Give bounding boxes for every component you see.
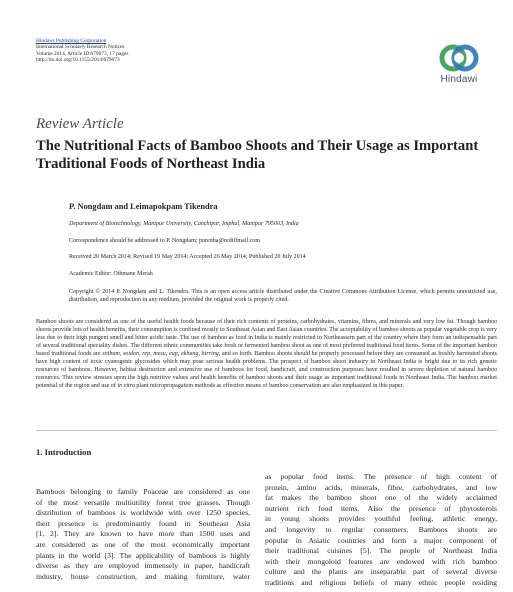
logo-text: Hindawi — [440, 74, 478, 85]
abstract-part-2: and so forth. Bamboo shoots should be properly processed before they are consumed as freshly harvested shoots have high content of toxic cyanogenic glycosides which may pose serious health problems. The prospect of bamboo shoot industry in Northeast India is bright due to its rich genetic resources of bamboos. However, habitat destruction and extensive use of bamboos for food, handicraft, and construction purposes have resulted in severe depletion of natural bamboo resources. This review stresses upon the high nutritive values and health benefits of bamboo shoots and their usage as important traditional foods in Northeast India. The bamboo market potential of the region and use of — [36, 351, 497, 389]
volume-info: Volume 2014, Article ID 679073, 17 pages — [36, 50, 129, 57]
text-line: with their mongoloid features are endowed with rich bamboo — [265, 556, 497, 566]
abstract-food-names: soibum, soidon, rep, mesu, eup, ekhung, hirring, — [102, 351, 221, 357]
section-heading-introduction: 1. Introduction — [36, 447, 92, 457]
copyright-notice: Copyright © 2014 P. Nongdam and L. Tikendra. This is an open access article distributed under the Creative Commons Attribution License, which permits unrestricted use, distribution, and reproduction in any medium, provided the original work is properly cited. — [69, 289, 497, 304]
authors: P. Nongdam and Leimapokpam Tikendra — [69, 202, 218, 211]
journal-header — [36, 38, 128, 63]
intro-left-column — [36, 487, 250, 582]
text-line: their presence is predominantly found in Southeast Asia — [36, 518, 250, 528]
abstract — [36, 318, 497, 390]
article-title: The Nutritional Facts of Bamboo Shoots and Their Usage as Important Traditional Foods of Northeast India — [36, 138, 479, 172]
abstract-in-vitro: in vitro — [117, 383, 135, 389]
text-line: [1, 2]. They are known to have more than 1500 uses and — [36, 529, 250, 539]
publisher-link[interactable]: Hindawi Publishing Corporation — [36, 38, 107, 44]
publication-dates: Received 20 March 2014; Revised 19 May 2014; Accepted 26 May 2014; Published 20 July 2014 — [69, 254, 306, 260]
journal-name: International Scholarly Research Notices — [36, 44, 125, 51]
text-line: traditions and religious beliefs of many ethnic people residing — [265, 577, 497, 587]
text-line: of the most versatile multiutility forest tree grasses. Though — [36, 497, 250, 507]
article-type: Review Article — [36, 116, 124, 132]
doi-link[interactable]: http://dx.doi.org/10.1155/2014/679073 — [36, 56, 120, 63]
correspondence: Correspondence should be addressed to P. Nongdam; purenba@rediffmail.com — [69, 238, 261, 244]
text-line: nutrient rich food items. Also the presence of phytosterols — [265, 503, 497, 513]
text-line: as popular food items. The presence of high content of — [265, 472, 497, 481]
intro-right-column — [265, 472, 497, 589]
text-line: popular in Asiatic countries and form a major component of — [265, 535, 497, 545]
academic-editor: Academic Editor: Othmane Merah — [69, 271, 153, 277]
text-line: protein, amino acids, minerals, fibre, carbohydrates, and low — [265, 482, 497, 492]
text-line: diverse as they are employed immensely in paper, handicraft — [36, 561, 250, 571]
text-line: plants in the world [3]. The applicability of bamboos is highly — [36, 550, 250, 560]
text-line: are considered as one of the most economically important — [36, 539, 250, 549]
text-line: and longevity to regular consumers. Bamboos shoots are — [265, 524, 497, 534]
text-line: industry, house construction, and making furniture, water — [36, 571, 250, 581]
text-line: in young shoots provides youthful feeling, athletic energy, — [265, 514, 497, 524]
affiliation: Department of Biotechnology, Manipur University, Canchipur, Imphal, Manipur 795003, India — [69, 221, 299, 227]
abstract-part-3: plant micropropagation methods as effective means of bamboo conservation are also emphasized in this paper. — [134, 383, 404, 389]
text-line: their traditional cuisines [5]. The people of Northeast India — [265, 546, 497, 556]
section-divider — [36, 430, 497, 431]
text-line: Bamboos belonging to family Poaceae are considered as one — [36, 487, 250, 496]
text-line: fat makes the bamboo shoot one of the widely acclaimed — [265, 493, 497, 503]
text-line: culture and the plants are inseparable part of several diverse — [265, 567, 497, 577]
abstract-part-1: Bamboo shoots are considered as one of the useful health foods because of their rich contents of proteins, carbohydrates, vitamins, fibres, and minerals and very low fat. Though bamboo shoots provide lots of health benefits, their consumption is confined mostly to Southeast Asian and East Asian countries. The acceptability of bamboo shoots as popular vegetable crop is very less due to their high pungent smell and bitter acidic taste. The use of bamboo as food in India is mainly restricted to Northeastern part of the country where they form an indispensable part of several traditional speciality dishes. The different ethnic communities take fresh or fermented bamboo shoot as one of most preferred traditional food items. Some of the important bamboo based traditional foods are — [36, 319, 497, 357]
text-line: distribution of bamboos is worldwide with over 1250 species, — [36, 508, 250, 518]
